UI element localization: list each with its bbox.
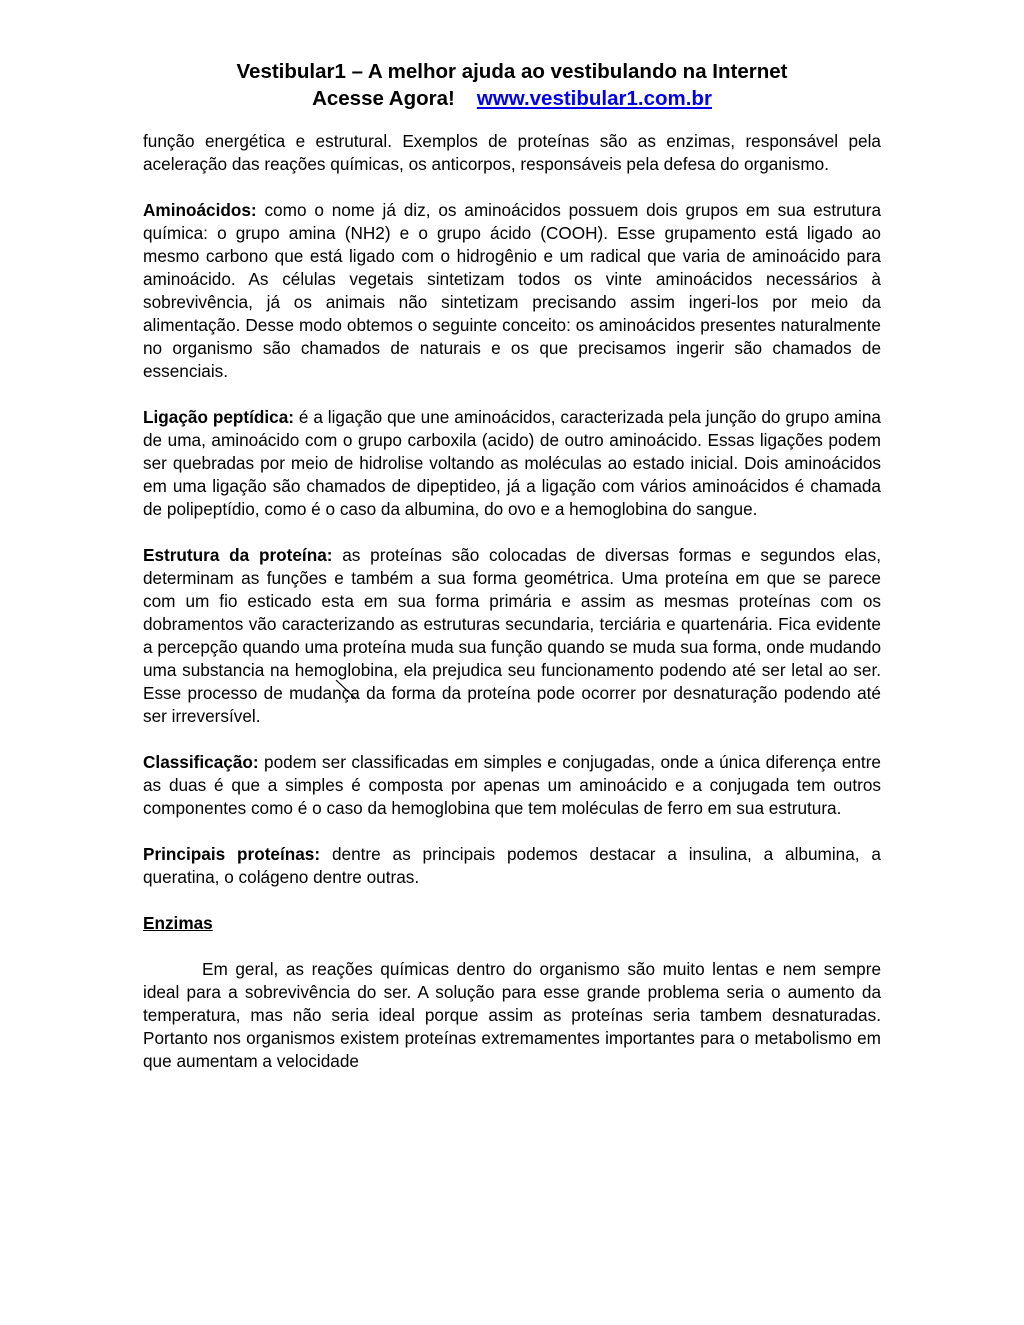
estrutura-term: Estrutura da proteína: <box>143 545 333 565</box>
ligacao-text: é a ligação que une aminoácidos, caracterizada pela junção do grupo amina de uma, aminoácido com o grupo carboxila (acido) de outro aminoácido. Essas ligações podem ser quebradas por meio de hidrolise voltando as moléculas ao estado inicial. Dois aminoácidos em uma ligação são chamados de dipeptideo, já a ligação com vários aminoácidos é chamada de polipeptídio, como é o caso da albumina, do ovo e a hemoglobina do sangue. <box>143 407 881 519</box>
principais-paragraph <box>143 843 881 889</box>
document-body <box>143 130 881 1073</box>
estrutura-paragraph <box>143 544 881 728</box>
classificacao-text: podem ser classificadas em simples e conjugadas, onde a única diferença entre as duas é que a simples é composta por apenas um aminoácido e a conjugada tem outros componentes como é o caso da hemoglobina que tem moléculas de ferro em sua estrutura. <box>143 752 881 818</box>
estrutura-text: as proteínas são colocadas de diversas formas e segundos elas, determinam as funções e também a sua forma geométrica. Uma proteína em que se parece com um fio esticado esta em sua forma primária e assim as mesmas proteínas com os dobramentos vão caracterizando as estruturas secundaria, terciária e quartenária. Fica evidente a percepção quando uma proteína muda sua função quando se muda sua forma, onde mudando uma substancia na hemoglobina, ela prejudica seu funcionamento podendo até ser letal ao ser. Esse processo de mudança da forma da proteína pode ocorrer por desnaturação podendo até ser irreversível. <box>143 545 881 726</box>
enzimas-paragraph: Em geral, as reações químicas dentro do organismo são muito lentas e nem sempre ideal para a sobrevivência do ser. A solução para esse grande problema seria o aumento da temperatura, mas não seria ideal porque assim as proteínas seria tambem desnaturadas. Portanto nos organismos existem proteínas extremamentes importantes para o metabolismo em que aumentam a velocidade <box>143 959 881 1071</box>
header-subtitle <box>0 85 1024 112</box>
header-title: Vestibular1 – A melhor ajuda ao vestibulando na Internet <box>236 60 788 83</box>
principais-term: Principais proteínas: <box>143 844 321 864</box>
page-header <box>0 58 1024 112</box>
aminoacidos-text: como o nome já diz, os aminoácidos possuem dois grupos em sua estrutura química: o grupo amina (NH2) e o grupo ácido (COOH). Esse grupamento está ligado ao mesmo carbono que está ligado com o hidrogênio e um radical que varia de aminoácido para aminoácido. As células vegetais sintetizam todos os vinte aminoácidos necessários à sobrevivência, já os animais não sintetizam precisando assim ingeri-los por meio da alimentação. Desse modo obtemos o seguinte conceito: os aminoácidos presentes naturalmente no organismo são chamados de naturais e os que precisamos ingerir são chamados de essenciais. <box>143 200 881 381</box>
classificacao-term: Classificação: <box>143 752 259 772</box>
aminoacidos-term: Aminoácidos: <box>143 200 257 220</box>
ligacao-paragraph <box>143 406 881 521</box>
enzimas-heading: Enzimas <box>143 913 213 933</box>
site-link[interactable]: www.vestibular1.com.br <box>476 87 712 110</box>
mouse-pointer-icon <box>334 678 358 702</box>
principais-text: dentre as principais podemos destacar a insulina, a albumina, a queratina, o colágeno dentre outras. <box>143 844 881 887</box>
header-call-to-action: Acesse Agora! <box>312 87 455 110</box>
classificacao-paragraph <box>143 751 881 820</box>
intro-paragraph: função energética e estrutural. Exemplos de proteínas são as enzimas, responsável pela aceleração das reações químicas, os anticorpos, responsáveis pela defesa do organismo. <box>143 131 881 174</box>
aminoacidos-paragraph <box>143 199 881 383</box>
ligacao-term: Ligação peptídica: <box>143 407 294 427</box>
